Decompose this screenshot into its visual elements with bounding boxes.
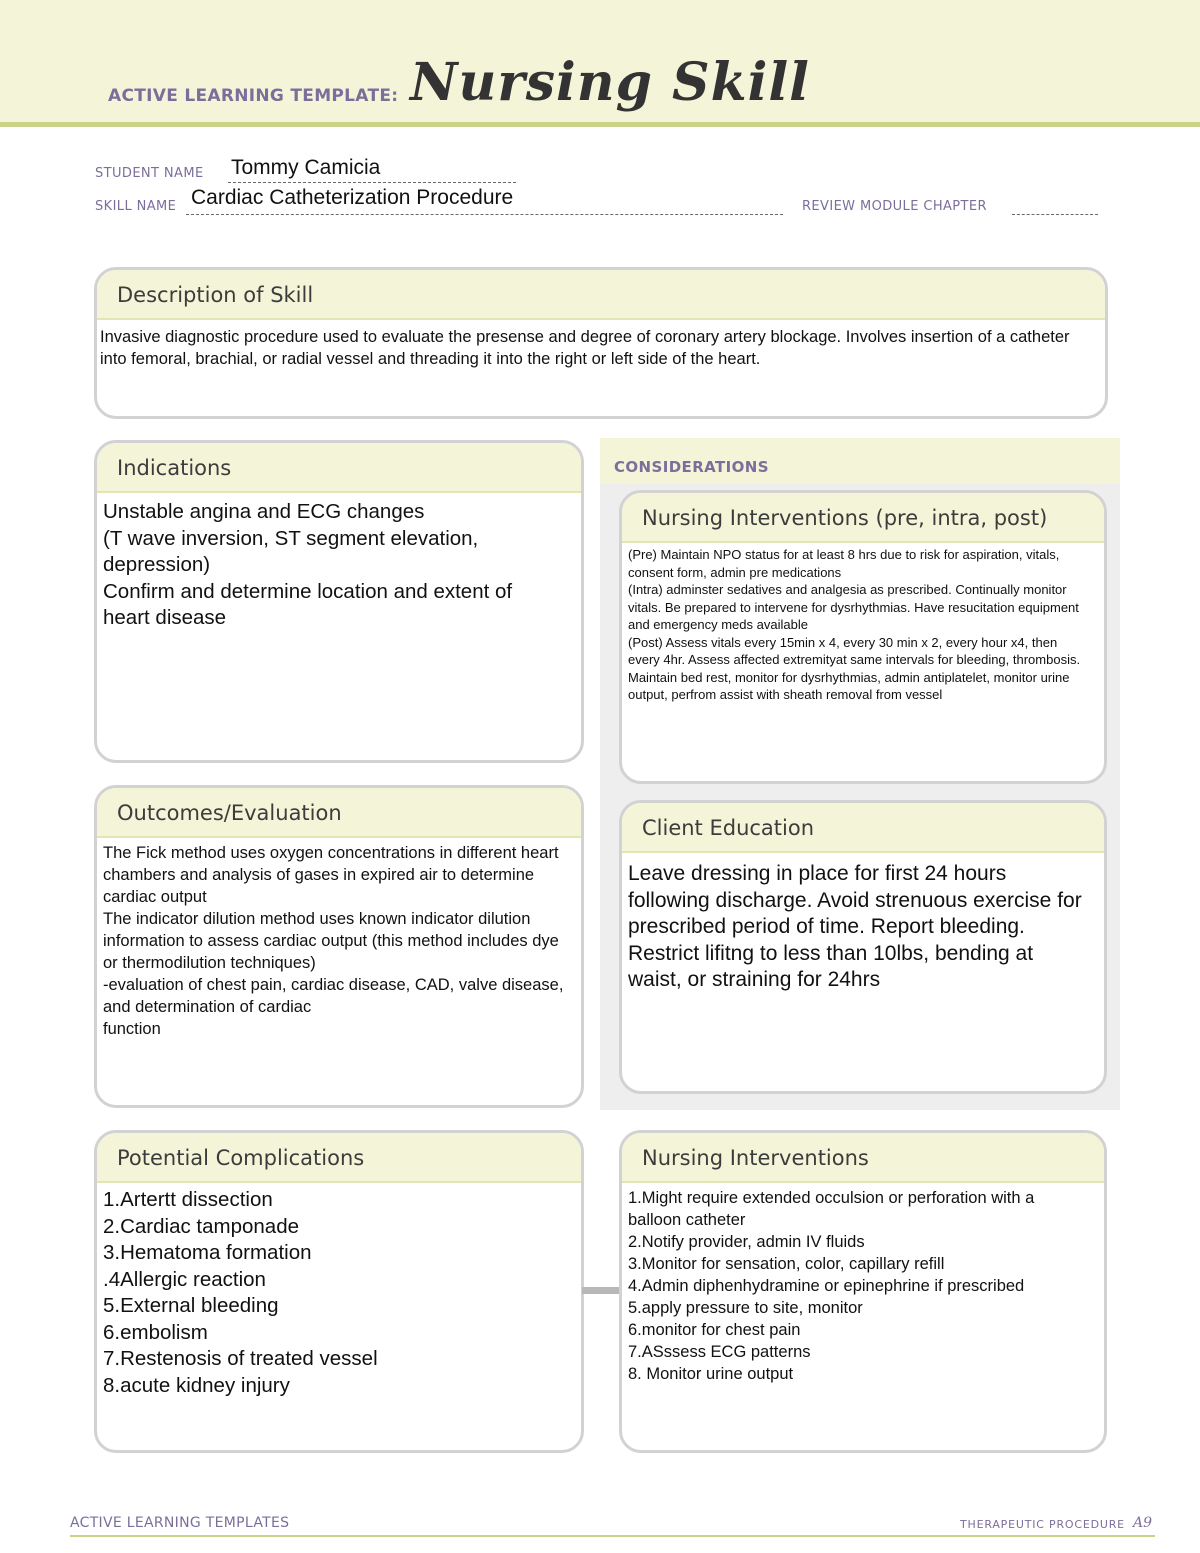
complications-header — [97, 1133, 581, 1183]
client-education-header — [622, 803, 1104, 853]
description-text[interactable]: Invasive diagnostic procedure used to evaluate the presense and degree of coronary artery blockage. Involves insertion of a catheter into femoral, brachial, or radial vessel and threading it into the right or left side of the heart. — [100, 328, 1070, 368]
complications-text[interactable]: 1.Artertt dissection 2.Cardiac tamponade 3.Hematoma formation .4Allergic reaction 5.External bleeding 6.embolism 7.Restenosis of treated vessel 8.acute kidney injury — [103, 1188, 378, 1397]
review-module-label: REVIEW MODULE CHAPTER — [802, 199, 987, 214]
description-box — [94, 267, 1108, 419]
student-name-label: STUDENT NAME — [95, 166, 204, 181]
student-name-field[interactable]: Tommy Camicia — [231, 156, 381, 179]
nursing-interventions-pip-box — [619, 490, 1107, 784]
student-name-line — [228, 182, 516, 183]
nursing-interventions-text[interactable]: 1.Might require extended occulsion or perforation with a balloon catheter 2.Notify provider, admin IV fluids 3.Monitor for sensation, color, capillary refill 4.Admin diphenhydramine or epinephrine if prescribed 5.apply pressure to site, monitor 6.monitor for chest pain 7.ASssess ECG patterns 8. Monitor urine output — [628, 1189, 1035, 1383]
outcomes-box — [94, 785, 584, 1108]
nursing-interventions-pip-text[interactable]: (Pre) Maintain NPO status for at least 8 hrs due to risk for aspiration, vitals, consent form, admin pre medications (Intra) adminster sedatives and analgesia as prescribed. Continually monitor vitals. Be prepared to intervene for dysrhythmias. Have resucitation equipment and emergency meds available (Post) Assess vitals every 15min x 4, every 30 min x 2, every hour x4, then every 4hr. Assess affected extremityat same intervals for bleeding, thrombosis. Maintain bed rest, monitor for dysrhythmias, admin antiplatelet, monitor urine output, perfrom assist with sheath removal from vessel — [628, 547, 1081, 702]
nursing-interventions-pip-header — [622, 493, 1104, 543]
considerations-header — [600, 438, 1120, 484]
footer-divider — [70, 1535, 1155, 1537]
skill-name-label: SKILL NAME — [95, 199, 177, 214]
outcomes-header — [97, 788, 581, 838]
outcomes-text[interactable]: The Fick method uses oxygen concentrations in different heart chambers and analysis of gases in expired air to determine cardiac output The indicator dilution method uses known indicator dilution information to assess cardiac output (this method includes dye or thermodilution techniques) -evaluation of chest pain, cardiac disease, CAD, valve disease, and determination of cardiac function — [103, 844, 564, 1038]
skill-name-line — [186, 214, 783, 215]
complications-box — [94, 1130, 584, 1453]
outcomes-title: Outcomes/Evaluation — [117, 801, 342, 825]
client-education-text[interactable]: Leave dressing in place for first 24 hours following discharge. Avoid strenuous exercise for prescribed period of time. Report bleeding. Restrict lifitng to less than 10lbs, bending at waist, or straining for 24hrs — [628, 862, 1082, 991]
nursing-interventions-title: Nursing Interventions — [642, 1146, 869, 1170]
indications-box — [94, 440, 584, 763]
indications-text[interactable]: Unstable angina and ECG changes (T wave inversion, ST segment elevation, depression) Confirm and determine location and extent of heart disease — [103, 500, 513, 629]
indications-header — [97, 443, 581, 493]
nursing-interventions-header — [622, 1133, 1104, 1183]
page-title: Nursing Skill — [410, 52, 810, 113]
indications-title: Indications — [117, 456, 232, 480]
nursing-interventions-box — [619, 1130, 1107, 1453]
header-divider — [0, 122, 1200, 127]
client-education-box — [619, 800, 1107, 1094]
page-number: A9 — [1133, 1515, 1153, 1531]
template-label: ACTIVE LEARNING TEMPLATE: — [108, 86, 399, 106]
footer-left-label: ACTIVE LEARNING TEMPLATES — [70, 1515, 290, 1531]
box-connector — [582, 1287, 620, 1294]
client-education-title: Client Education — [642, 816, 815, 840]
footer-right-label: THERAPEUTIC PROCEDURE — [960, 1518, 1125, 1531]
description-title: Description of Skill — [117, 283, 314, 307]
review-module-field[interactable] — [1012, 214, 1098, 215]
skill-name-field[interactable]: Cardiac Catheterization Procedure — [191, 186, 514, 209]
complications-title: Potential Complications — [117, 1146, 365, 1170]
nursing-interventions-pip-title: Nursing Interventions (pre, intra, post) — [642, 506, 1048, 530]
considerations-label: CONSIDERATIONS — [614, 458, 769, 476]
description-header — [97, 270, 1105, 320]
